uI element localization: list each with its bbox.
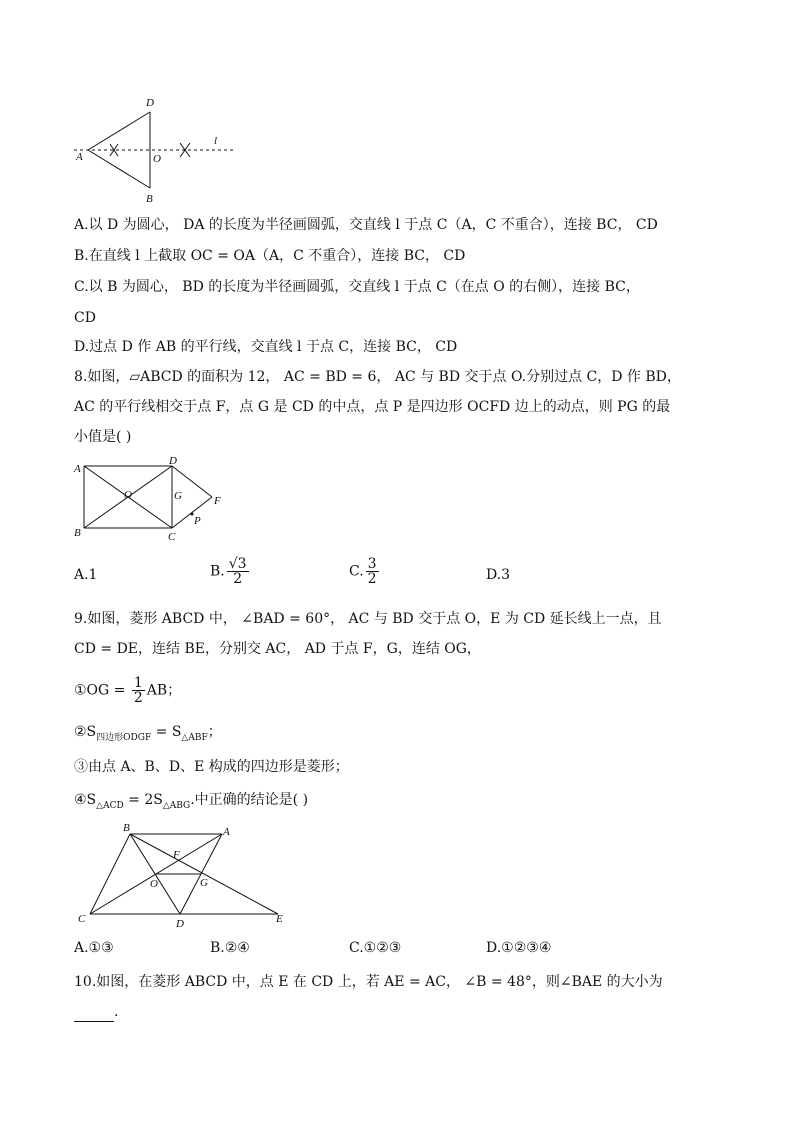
q9-statement-2-suffix: ； — [207, 724, 222, 740]
fig2-label-C: C — [168, 531, 176, 541]
q10-stem-line1: 10.如图，在菱形 ABCD 中，点 E 在 CD 上，若 AE = AC， ∠B = 48°，则∠BAE 的大小为 — [74, 974, 663, 990]
q9-statement-4-mid: = 2S — [123, 792, 163, 808]
q9-stem-line2: CD = DE，连结 BE，分别交 AC， AD 于点 F，G，连结 OG， — [74, 641, 481, 657]
q9-statement-2 — [74, 722, 222, 748]
q8-stem-line3: 小值是( ) — [74, 429, 132, 445]
fig3-label-A: A — [223, 826, 230, 838]
q9-statement-1-fraction — [132, 676, 145, 705]
figure-parallelogram-ocfd — [70, 456, 230, 541]
fig3-label-O: O — [150, 878, 158, 890]
figure-rhombus-abcd-e — [72, 820, 292, 932]
q10-answer-line — [74, 1002, 118, 1022]
q9-option-d: D.①②③④ — [486, 940, 552, 956]
q7-option-d: D.过点 D 作 AB 的平行线，交直线 l 于点 C，连接 BC， CD — [74, 339, 458, 355]
q9-statement-2-prefix: ②S — [74, 724, 97, 740]
q9-option-a: A.①③ — [74, 940, 114, 956]
q8-option-b — [210, 557, 251, 586]
fig3-label-E: E — [276, 913, 283, 925]
q9-statement-1-prefix: ①OG = — [74, 682, 130, 699]
q9-statement-4-suffix: .中正确的结论是( ) — [190, 792, 309, 808]
q7-option-a: A.以 D 为圆心， DA 的长度为半径画圆弧，交直线 l 于点 C（A，C 不重合），连接 BC， CD — [74, 217, 658, 233]
q9-statement-1-numerator: 1 — [133, 675, 143, 691]
fig3-label-D: D — [176, 918, 184, 930]
q8-option-b-fraction — [227, 557, 249, 586]
fig3-label-G: G — [200, 877, 208, 889]
fig2-label-F: F — [214, 495, 221, 507]
q7-option-b: B.在直线 l 上截取 OC = OA（A，C 不重合），连接 BC， CD — [74, 248, 466, 264]
q10-answer-blank[interactable] — [74, 1007, 114, 1022]
q9-statement-4-sub2: △ABG — [162, 800, 191, 811]
fig1-label-l: l — [214, 135, 218, 147]
q9-statement-3: ③由点 A、B、D、E 构成的四边形是菱形； — [74, 759, 349, 775]
fig1-label-D: D — [146, 97, 154, 109]
q8-stem-line1: 8.如图，▱ABCD 的面积为 12， AC = BD = 6， AC 与 BD 交于点 O.分别过点 C，D 作 BD， — [74, 369, 681, 385]
q9-statement-1-denominator: 2 — [133, 690, 143, 706]
q8-option-c-denominator: 2 — [367, 571, 377, 587]
q8-option-c-fraction — [366, 557, 379, 586]
fig2-label-G: G — [174, 490, 182, 502]
q10-answer-suffix: . — [114, 1004, 119, 1020]
q8-option-c-prefix: C. — [349, 563, 364, 580]
q9-statement-4-sub1: △ACD — [96, 800, 124, 811]
q9-statement-2-sub2: △ABF — [181, 732, 208, 743]
q9-statement-2-mid: = S — [151, 724, 182, 740]
q9-stem-line1: 9.如图，菱形 ABCD 中， ∠BAD = 60°， AC 与 BD 交于点 O，E 为 CD 延长线上一点，且 — [74, 611, 662, 627]
q7-option-c-cont: CD — [74, 310, 96, 326]
q8-option-b-prefix: B. — [210, 563, 225, 580]
q9-option-c: C.①②③ — [349, 940, 402, 956]
fig3-label-C: C — [78, 913, 86, 925]
fig3-label-B: B — [123, 822, 130, 834]
fig2-label-A: A — [74, 463, 81, 475]
q9-option-b: B.②④ — [210, 940, 250, 956]
q8-option-b-numerator: √3 — [228, 556, 247, 572]
q7-option-c: C.以 B 为圆心， BD 的长度为半径画圆弧，交直线 l 于点 C（在点 O 的右侧），连接 BC， — [74, 279, 640, 295]
q9-statement-2-sub1: 四边形ODGF — [96, 732, 152, 743]
q8-option-c — [349, 557, 381, 586]
fig2-label-O: O — [124, 489, 132, 501]
q9-statement-4-prefix: ④S — [74, 792, 97, 808]
q8-option-c-numerator: 3 — [367, 556, 377, 572]
q8-option-d: D.3 — [486, 567, 511, 583]
fig2-label-B: B — [74, 527, 81, 539]
fig1-label-O: O — [153, 153, 161, 165]
q9-statement-1 — [74, 676, 181, 705]
figure-triangle-line-l — [70, 92, 250, 207]
fig1-label-A: A — [76, 151, 83, 163]
q9-statement-1-suffix: AB； — [146, 682, 182, 699]
fig1-label-B: B — [146, 193, 153, 205]
q8-option-a: A.1 — [74, 567, 98, 583]
fig3-label-F: F — [173, 849, 180, 861]
fig2-label-P: P — [194, 515, 201, 527]
q8-stem-line2: AC 的平行线相交于点 F，点 G 是 CD 的中点，点 P 是四边形 OCFD 边上的动点，则 PG 的最 — [74, 399, 671, 415]
q9-statement-4 — [74, 790, 308, 816]
fig2-label-D: D — [169, 456, 177, 467]
q8-option-b-denominator: 2 — [233, 571, 243, 587]
